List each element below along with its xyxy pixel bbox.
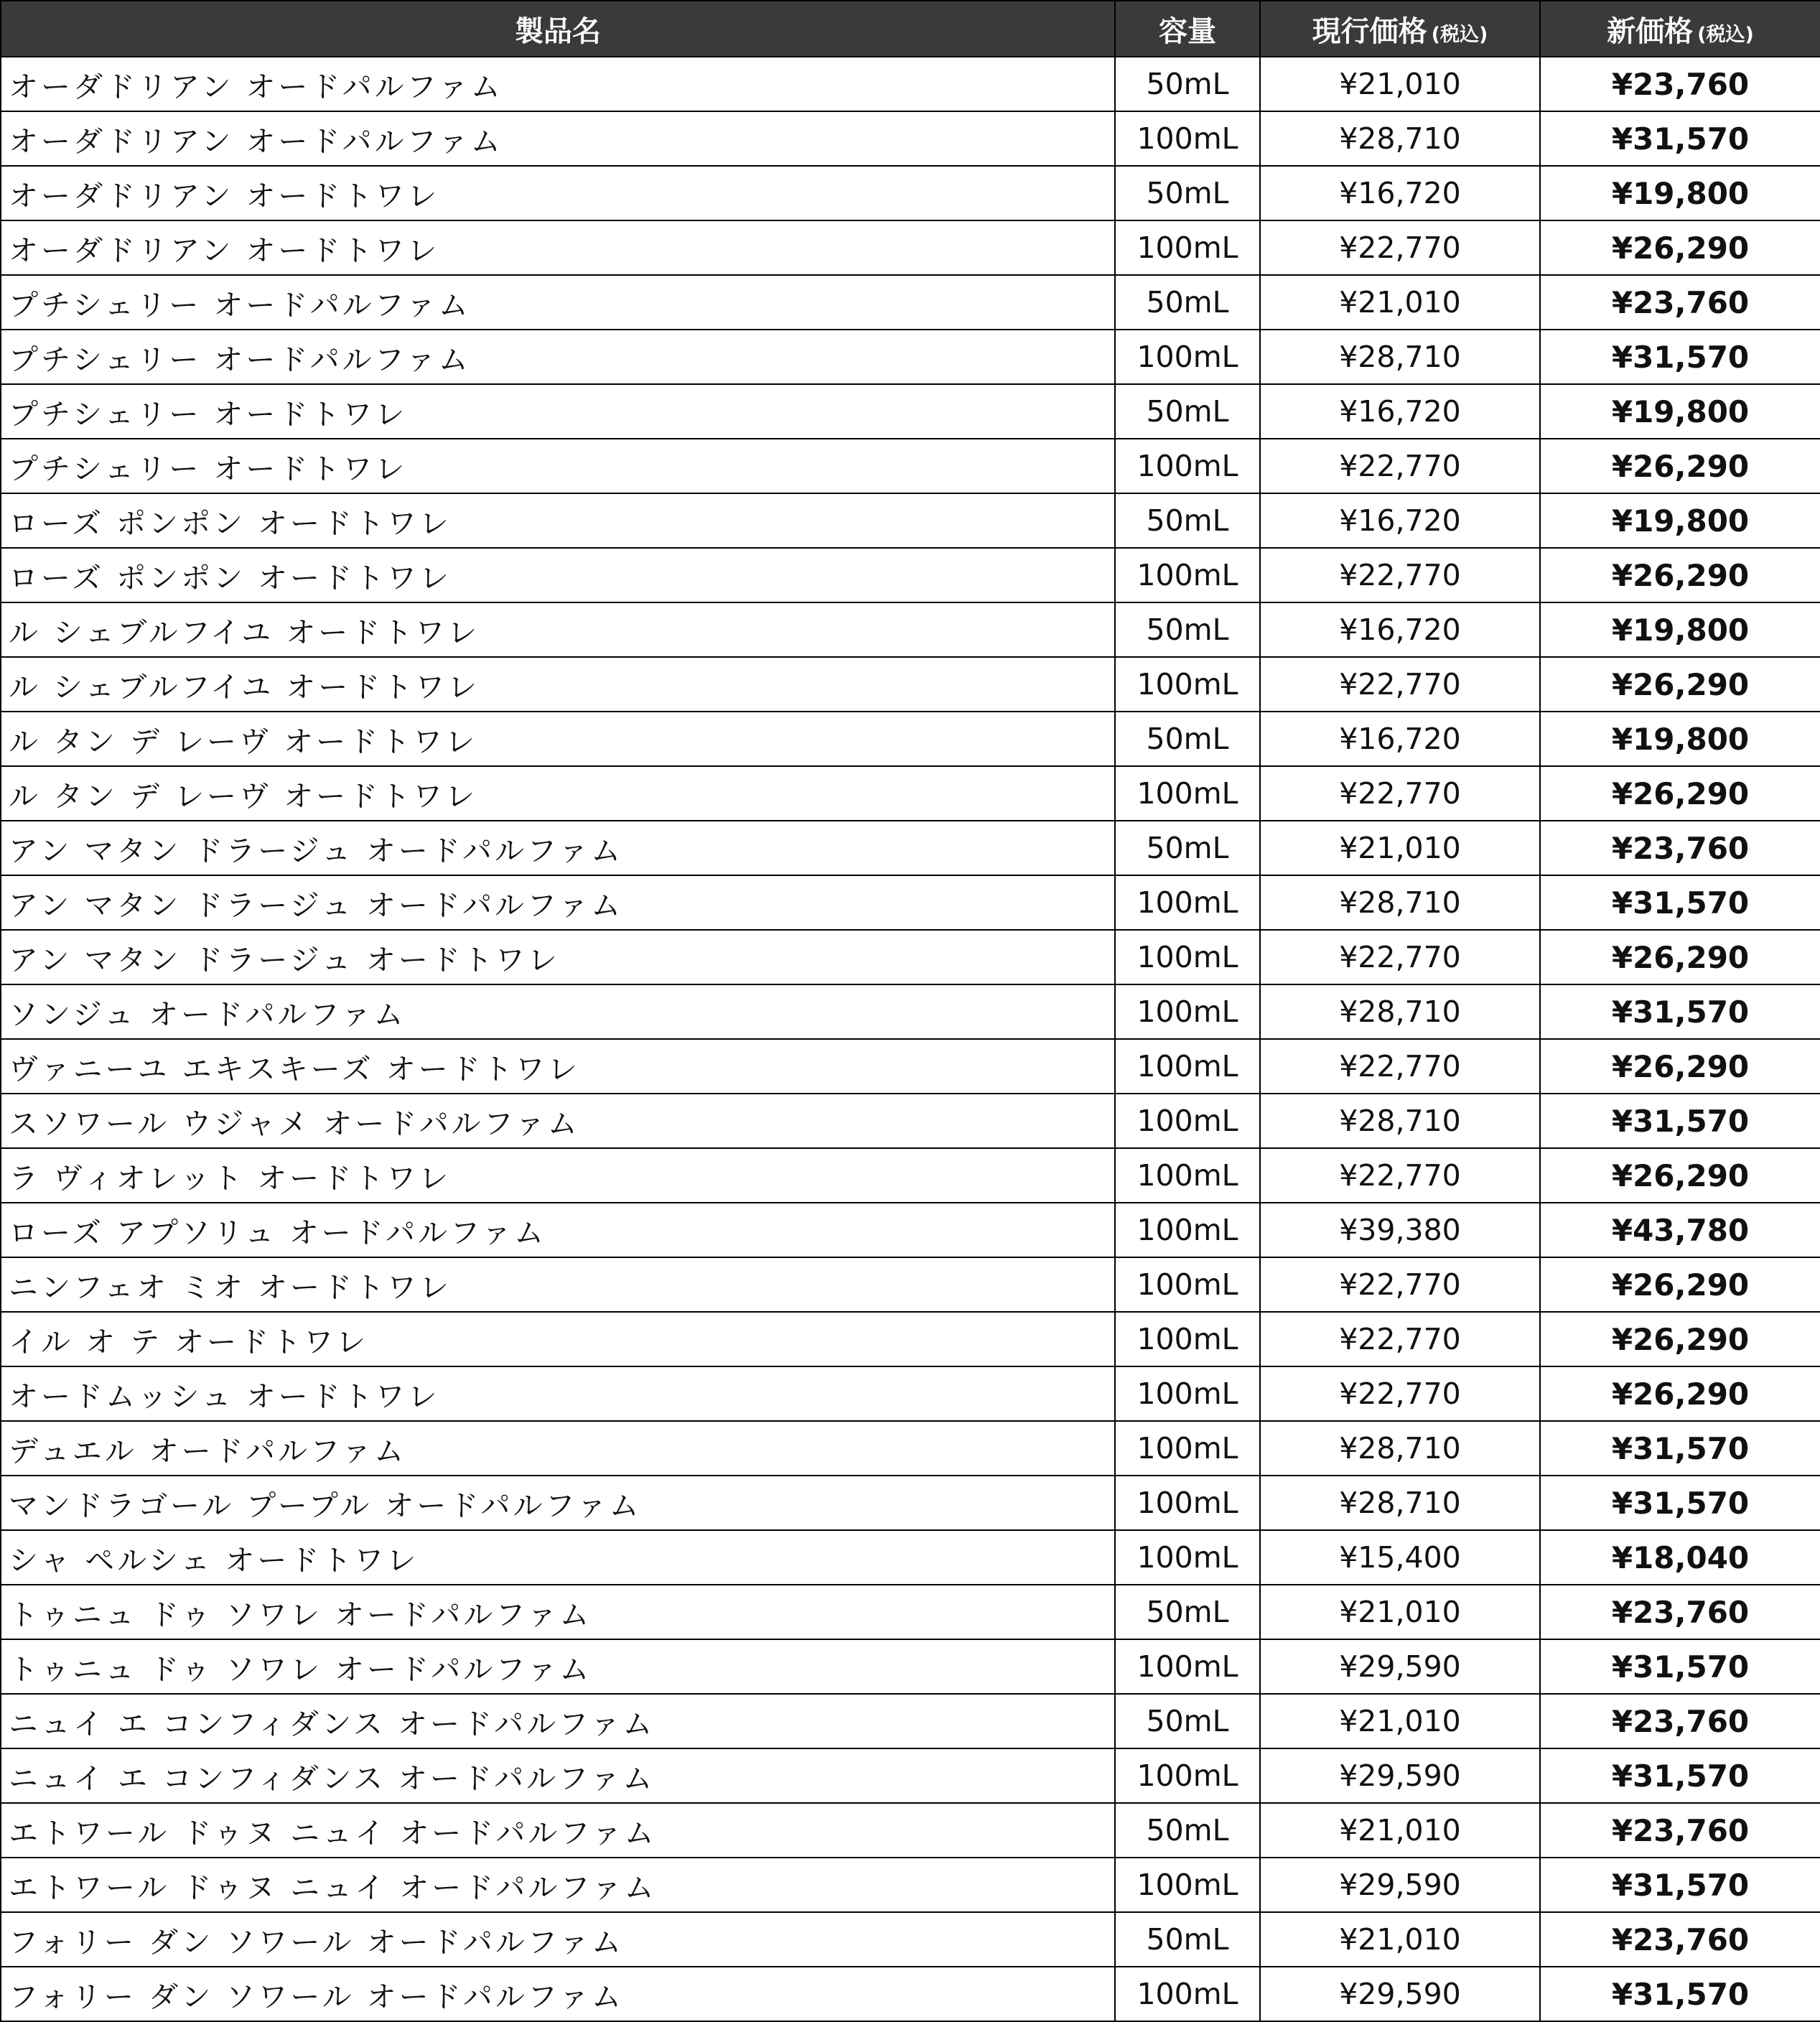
volume-cell: 50mL bbox=[1115, 1694, 1260, 1748]
product-name-cell: トゥニュ ドゥ ソワレ オードパルファム bbox=[1, 1639, 1115, 1694]
current-price-cell: ¥28,710 bbox=[1260, 330, 1540, 384]
current-price-cell: ¥22,770 bbox=[1260, 766, 1540, 821]
new-price-cell: ¥26,290 bbox=[1540, 930, 1820, 984]
current-price-cell: ¥28,710 bbox=[1260, 984, 1540, 1039]
volume-cell: 50mL bbox=[1115, 384, 1260, 439]
table-header bbox=[1, 1, 1820, 57]
new-price-cell: ¥26,290 bbox=[1540, 1257, 1820, 1312]
new-price-cell: ¥31,570 bbox=[1540, 1967, 1820, 2021]
new-price-cell: ¥43,780 bbox=[1540, 1203, 1820, 1257]
current-price-cell: ¥16,720 bbox=[1260, 602, 1540, 657]
table-row bbox=[1, 1858, 1820, 1912]
table-row bbox=[1, 1967, 1820, 2021]
new-price-cell: ¥19,800 bbox=[1540, 166, 1820, 220]
current-price-cell: ¥16,720 bbox=[1260, 166, 1540, 220]
current-price-cell: ¥28,710 bbox=[1260, 111, 1540, 166]
volume-cell: 100mL bbox=[1115, 439, 1260, 493]
current-price-cell: ¥29,590 bbox=[1260, 1967, 1540, 2021]
product-name-cell: イル オ テ オードトワレ bbox=[1, 1312, 1115, 1366]
product-name-cell: アン マタン ドラージュ オードパルファム bbox=[1, 821, 1115, 875]
table-row bbox=[1, 1476, 1820, 1530]
current-price-cell: ¥21,010 bbox=[1260, 275, 1540, 330]
new-price-cell: ¥23,760 bbox=[1540, 275, 1820, 330]
new-price-cell: ¥31,570 bbox=[1540, 330, 1820, 384]
current-price-cell: ¥21,010 bbox=[1260, 57, 1540, 111]
current-price-cell: ¥22,770 bbox=[1260, 1148, 1540, 1203]
current-price-cell: ¥29,590 bbox=[1260, 1858, 1540, 1912]
product-name-cell: ヴァニーユ エキスキーズ オードトワレ bbox=[1, 1039, 1115, 1094]
new-price-cell: ¥31,570 bbox=[1540, 1421, 1820, 1476]
current-price-cell: ¥22,770 bbox=[1260, 1257, 1540, 1312]
new-price-cell: ¥26,290 bbox=[1540, 1148, 1820, 1203]
volume-cell: 100mL bbox=[1115, 657, 1260, 712]
new-price-cell: ¥31,570 bbox=[1540, 1639, 1820, 1694]
new-price-cell: ¥31,570 bbox=[1540, 1858, 1820, 1912]
new-price-cell: ¥31,570 bbox=[1540, 1094, 1820, 1148]
new-price-cell: ¥23,760 bbox=[1540, 1694, 1820, 1748]
current-price-cell: ¥22,770 bbox=[1260, 1366, 1540, 1421]
table-row bbox=[1, 1421, 1820, 1476]
current-price-cell: ¥21,010 bbox=[1260, 821, 1540, 875]
table-row bbox=[1, 1912, 1820, 1967]
table-row bbox=[1, 1094, 1820, 1148]
product-name-cell: エトワール ドゥヌ ニュイ オードパルファム bbox=[1, 1803, 1115, 1858]
product-name-cell: ル シェブルフイユ オードトワレ bbox=[1, 602, 1115, 657]
current-price-cell: ¥28,710 bbox=[1260, 1094, 1540, 1148]
current-price-cell: ¥22,770 bbox=[1260, 1039, 1540, 1094]
product-name-cell: ニュイ エ コンフィダンス オードパルファム bbox=[1, 1748, 1115, 1803]
volume-cell: 100mL bbox=[1115, 330, 1260, 384]
volume-cell: 50mL bbox=[1115, 712, 1260, 766]
product-name-cell: ル タン デ レーヴ オードトワレ bbox=[1, 712, 1115, 766]
header-product-name bbox=[1, 1, 1115, 57]
product-name-cell: ル タン デ レーヴ オードトワレ bbox=[1, 766, 1115, 821]
table-body bbox=[1, 57, 1820, 2021]
volume-cell: 100mL bbox=[1115, 1748, 1260, 1803]
product-name-cell: プチシェリー オードパルファム bbox=[1, 330, 1115, 384]
new-price-cell: ¥26,290 bbox=[1540, 220, 1820, 275]
new-price-cell: ¥19,800 bbox=[1540, 712, 1820, 766]
new-price-cell: ¥26,290 bbox=[1540, 766, 1820, 821]
volume-cell: 50mL bbox=[1115, 1912, 1260, 1967]
product-name-cell: エトワール ドゥヌ ニュイ オードパルファム bbox=[1, 1858, 1115, 1912]
product-name-cell: オーダドリアン オードパルファム bbox=[1, 111, 1115, 166]
new-price-cell: ¥23,760 bbox=[1540, 57, 1820, 111]
new-price-cell: ¥31,570 bbox=[1540, 1476, 1820, 1530]
new-price-cell: ¥19,800 bbox=[1540, 384, 1820, 439]
table-row bbox=[1, 275, 1820, 330]
volume-cell: 50mL bbox=[1115, 57, 1260, 111]
new-price-cell: ¥31,570 bbox=[1540, 1748, 1820, 1803]
volume-cell: 100mL bbox=[1115, 1094, 1260, 1148]
table-row bbox=[1, 1694, 1820, 1748]
new-price-cell: ¥18,040 bbox=[1540, 1530, 1820, 1585]
volume-cell: 100mL bbox=[1115, 1476, 1260, 1530]
header-current-price-note: (税込) bbox=[1431, 23, 1488, 46]
volume-cell: 100mL bbox=[1115, 1858, 1260, 1912]
product-name-cell: オーダドリアン オードパルファム bbox=[1, 57, 1115, 111]
current-price-cell: ¥16,720 bbox=[1260, 384, 1540, 439]
current-price-cell: ¥21,010 bbox=[1260, 1694, 1540, 1748]
current-price-cell: ¥39,380 bbox=[1260, 1203, 1540, 1257]
table-row bbox=[1, 439, 1820, 493]
volume-cell: 50mL bbox=[1115, 1803, 1260, 1858]
product-name-cell: ラ ヴィオレット オードトワレ bbox=[1, 1148, 1115, 1203]
volume-cell: 50mL bbox=[1115, 493, 1260, 548]
volume-cell: 100mL bbox=[1115, 1203, 1260, 1257]
volume-cell: 50mL bbox=[1115, 166, 1260, 220]
volume-cell: 50mL bbox=[1115, 1585, 1260, 1639]
table-row bbox=[1, 766, 1820, 821]
product-name-cell: デュエル オードパルファム bbox=[1, 1421, 1115, 1476]
volume-cell: 100mL bbox=[1115, 930, 1260, 984]
volume-cell: 100mL bbox=[1115, 111, 1260, 166]
product-name-cell: アン マタン ドラージュ オードパルファム bbox=[1, 875, 1115, 930]
product-name-cell: フォリー ダン ソワール オードパルファム bbox=[1, 1912, 1115, 1967]
product-name-cell: ローズ アプソリュ オードパルファム bbox=[1, 1203, 1115, 1257]
current-price-cell: ¥29,590 bbox=[1260, 1748, 1540, 1803]
new-price-cell: ¥23,760 bbox=[1540, 1912, 1820, 1967]
new-price-cell: ¥23,760 bbox=[1540, 1585, 1820, 1639]
current-price-cell: ¥28,710 bbox=[1260, 1421, 1540, 1476]
product-name-cell: マンドラゴール プープル オードパルファム bbox=[1, 1476, 1115, 1530]
table-row bbox=[1, 1148, 1820, 1203]
table-row bbox=[1, 1803, 1820, 1858]
table-row bbox=[1, 548, 1820, 602]
current-price-cell: ¥22,770 bbox=[1260, 1312, 1540, 1366]
new-price-cell: ¥19,800 bbox=[1540, 493, 1820, 548]
table-row bbox=[1, 111, 1820, 166]
product-name-cell: ソンジュ オードパルファム bbox=[1, 984, 1115, 1039]
table-row bbox=[1, 712, 1820, 766]
header-volume bbox=[1115, 1, 1260, 57]
table-row bbox=[1, 875, 1820, 930]
volume-cell: 100mL bbox=[1115, 1530, 1260, 1585]
new-price-cell: ¥31,570 bbox=[1540, 875, 1820, 930]
table-row bbox=[1, 384, 1820, 439]
table-row bbox=[1, 220, 1820, 275]
current-price-cell: ¥22,770 bbox=[1260, 439, 1540, 493]
product-name-cell: シャ ペルシェ オードトワレ bbox=[1, 1530, 1115, 1585]
product-name-cell: ル シェブルフイユ オードトワレ bbox=[1, 657, 1115, 712]
product-name-cell: トゥニュ ドゥ ソワレ オードパルファム bbox=[1, 1585, 1115, 1639]
table-row bbox=[1, 1366, 1820, 1421]
table-row bbox=[1, 984, 1820, 1039]
current-price-cell: ¥21,010 bbox=[1260, 1585, 1540, 1639]
current-price-cell: ¥29,590 bbox=[1260, 1639, 1540, 1694]
header-product-name-label: 製品名 bbox=[515, 14, 601, 48]
header-new-price-label: 新価格 bbox=[1607, 14, 1694, 48]
current-price-cell: ¥22,770 bbox=[1260, 657, 1540, 712]
volume-cell: 100mL bbox=[1115, 548, 1260, 602]
table-row bbox=[1, 57, 1820, 111]
table-row bbox=[1, 657, 1820, 712]
current-price-cell: ¥15,400 bbox=[1260, 1530, 1540, 1585]
new-price-cell: ¥26,290 bbox=[1540, 1312, 1820, 1366]
current-price-cell: ¥28,710 bbox=[1260, 1476, 1540, 1530]
table-row bbox=[1, 930, 1820, 984]
table-row bbox=[1, 1585, 1820, 1639]
product-name-cell: オーダドリアン オードトワレ bbox=[1, 220, 1115, 275]
volume-cell: 100mL bbox=[1115, 220, 1260, 275]
header-row bbox=[1, 1, 1820, 57]
volume-cell: 100mL bbox=[1115, 984, 1260, 1039]
volume-cell: 50mL bbox=[1115, 275, 1260, 330]
current-price-cell: ¥21,010 bbox=[1260, 1803, 1540, 1858]
current-price-cell: ¥22,770 bbox=[1260, 930, 1540, 984]
table-row bbox=[1, 493, 1820, 548]
product-name-cell: スソワール ウジャメ オードパルファム bbox=[1, 1094, 1115, 1148]
product-name-cell: フォリー ダン ソワール オードパルファム bbox=[1, 1967, 1115, 2021]
current-price-cell: ¥28,710 bbox=[1260, 875, 1540, 930]
table-row bbox=[1, 1639, 1820, 1694]
product-name-cell: プチシェリー オードパルファム bbox=[1, 275, 1115, 330]
volume-cell: 100mL bbox=[1115, 875, 1260, 930]
volume-cell: 100mL bbox=[1115, 1366, 1260, 1421]
table-row bbox=[1, 821, 1820, 875]
new-price-cell: ¥26,290 bbox=[1540, 1366, 1820, 1421]
header-new-price bbox=[1540, 1, 1820, 57]
header-current-price-label: 現行価格 bbox=[1312, 14, 1427, 48]
current-price-cell: ¥22,770 bbox=[1260, 220, 1540, 275]
header-new-price-note: (税込) bbox=[1697, 23, 1754, 46]
new-price-cell: ¥23,760 bbox=[1540, 821, 1820, 875]
header-volume-label: 容量 bbox=[1159, 14, 1216, 48]
product-name-cell: オードムッシュ オードトワレ bbox=[1, 1366, 1115, 1421]
table-row bbox=[1, 602, 1820, 657]
table-row bbox=[1, 1748, 1820, 1803]
volume-cell: 100mL bbox=[1115, 1967, 1260, 2021]
volume-cell: 100mL bbox=[1115, 1312, 1260, 1366]
product-name-cell: ローズ ポンポン オードトワレ bbox=[1, 548, 1115, 602]
table-row bbox=[1, 1039, 1820, 1094]
table-row bbox=[1, 166, 1820, 220]
volume-cell: 50mL bbox=[1115, 821, 1260, 875]
current-price-cell: ¥22,770 bbox=[1260, 548, 1540, 602]
current-price-cell: ¥16,720 bbox=[1260, 493, 1540, 548]
product-name-cell: プチシェリー オードトワレ bbox=[1, 384, 1115, 439]
table-row bbox=[1, 1312, 1820, 1366]
product-name-cell: ニンフェオ ミオ オードトワレ bbox=[1, 1257, 1115, 1312]
new-price-cell: ¥26,290 bbox=[1540, 657, 1820, 712]
volume-cell: 100mL bbox=[1115, 1639, 1260, 1694]
volume-cell: 100mL bbox=[1115, 766, 1260, 821]
table-row bbox=[1, 1530, 1820, 1585]
volume-cell: 100mL bbox=[1115, 1039, 1260, 1094]
new-price-cell: ¥26,290 bbox=[1540, 439, 1820, 493]
volume-cell: 100mL bbox=[1115, 1421, 1260, 1476]
header-current-price bbox=[1260, 1, 1540, 57]
new-price-cell: ¥26,290 bbox=[1540, 548, 1820, 602]
new-price-cell: ¥26,290 bbox=[1540, 1039, 1820, 1094]
volume-cell: 50mL bbox=[1115, 602, 1260, 657]
current-price-cell: ¥21,010 bbox=[1260, 1912, 1540, 1967]
new-price-cell: ¥23,760 bbox=[1540, 1803, 1820, 1858]
product-name-cell: アン マタン ドラージュ オードトワレ bbox=[1, 930, 1115, 984]
table-row bbox=[1, 1203, 1820, 1257]
volume-cell: 100mL bbox=[1115, 1257, 1260, 1312]
product-name-cell: ローズ ポンポン オードトワレ bbox=[1, 493, 1115, 548]
new-price-cell: ¥31,570 bbox=[1540, 984, 1820, 1039]
current-price-cell: ¥16,720 bbox=[1260, 712, 1540, 766]
volume-cell: 100mL bbox=[1115, 1148, 1260, 1203]
product-name-cell: オーダドリアン オードトワレ bbox=[1, 166, 1115, 220]
product-name-cell: プチシェリー オードトワレ bbox=[1, 439, 1115, 493]
product-name-cell: ニュイ エ コンフィダンス オードパルファム bbox=[1, 1694, 1115, 1748]
new-price-cell: ¥31,570 bbox=[1540, 111, 1820, 166]
table-row bbox=[1, 330, 1820, 384]
new-price-cell: ¥19,800 bbox=[1540, 602, 1820, 657]
table-row bbox=[1, 1257, 1820, 1312]
